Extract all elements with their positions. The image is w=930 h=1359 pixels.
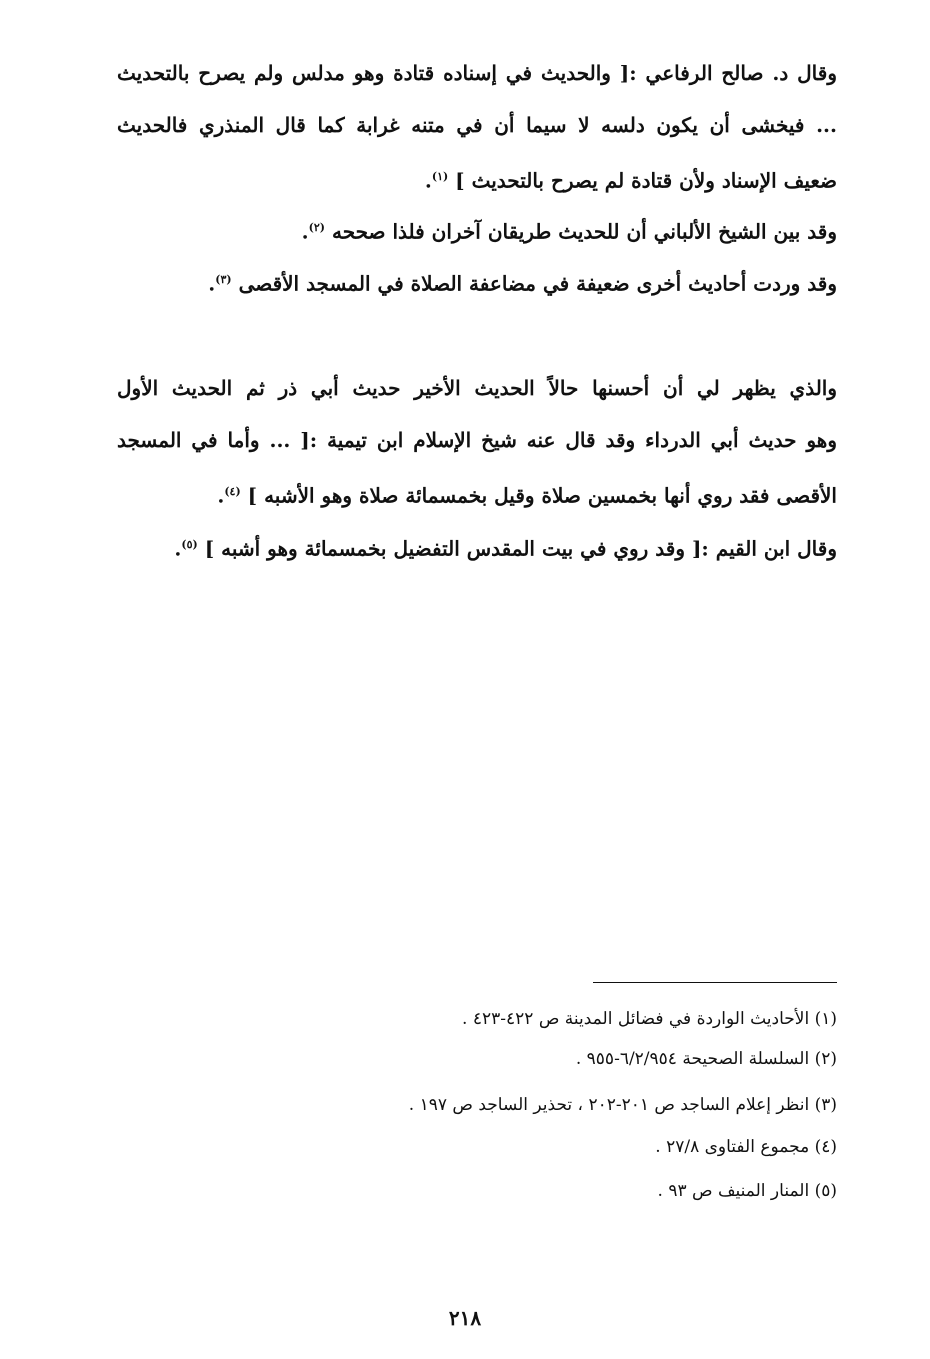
body-line-7-text: وهو حديث أبي الدرداء وقد قال عنه شيخ الإسلام ابن تيمية :[ ... وأما في المسجد <box>117 428 837 452</box>
body-line-6 <box>117 373 837 403</box>
footnote-ref-4[interactable]: (٤) <box>224 485 241 498</box>
period: . <box>217 483 225 508</box>
body-line-9-text: وقال ابن القيم :[ وقد روي في بيت المقدس التفضيل بخمسمائة وهو أشبه ] <box>204 536 837 561</box>
footnote-ref-2[interactable]: (٢) <box>308 221 325 234</box>
body-line-1-text: وقال د. صالح الرفاعي :[ والحديث في إسناده قتادة وهو مدلس ولم يصرح بالتحديث <box>117 61 837 85</box>
page-number: ٢١٨ <box>448 1306 482 1330</box>
footnote-ref-5[interactable]: (٥) <box>181 538 198 551</box>
footnote-2: (٢) السلسلة الصحيحة ٦/٢/٩٥٤-٩٥٥ . <box>575 1049 837 1069</box>
footnote-ref-1[interactable]: (١) <box>431 170 449 183</box>
body-line-2 <box>117 110 837 140</box>
body-line-9 <box>117 530 837 564</box>
footnote-separator <box>593 982 837 983</box>
footnote-3: (٣) انظر إعلام الساجد ص ٢٠١-٢٠٢ ، تحذير الساجد ص ١٩٧ . <box>408 1095 837 1115</box>
body-line-6-text: والذي يظهر لي أن أحسنها حالاً الحديث الأخير حديث أبي ذر ثم الحديث الأول <box>117 376 837 400</box>
body-line-8-text: الأقصى فقد روي أنها بخمسين صلاة وقيل بخمسمائة صلاة وهو الأشبه ] <box>247 483 837 508</box>
footnote-1: (١) الأحاديث الواردة في فضائل المدينة ص ٤٢٢-٤٢٣ . <box>462 1009 837 1029</box>
period: . <box>424 168 432 193</box>
body-line-5 <box>117 265 837 299</box>
body-line-3 <box>117 162 837 196</box>
body-line-8 <box>117 477 837 511</box>
footnote-5: (٥) المنار المنيف ص ٩٣ . <box>657 1181 837 1201</box>
period: . <box>208 271 216 296</box>
footnote-ref-3[interactable]: (٣) <box>215 273 232 286</box>
body-line-4-text: وقد بين الشيخ الألباني أن للحديث طريقان آخران فلذا صححه <box>331 219 837 244</box>
body-line-1 <box>117 58 837 88</box>
period: . <box>301 219 309 244</box>
footnote-4: (٤) مجموع الفتاوى ٢٧/٨ . <box>655 1137 837 1157</box>
body-line-2-text: ... فيخشى أن يكون دلسه لا سيما أن في متنه غرابة كما قال المنذري فالحديث <box>117 113 837 137</box>
body-line-5-text: وقد وردت أحاديث أخرى ضعيفة في مضاعفة الصلاة في المسجد الأقصى <box>238 271 837 296</box>
body-line-3-text: ضعيف الإسناد ولأن قتادة لم يصرح بالتحديث ] <box>455 168 837 193</box>
body-line-4 <box>117 213 837 247</box>
period: . <box>174 536 182 561</box>
body-line-7 <box>117 425 837 455</box>
